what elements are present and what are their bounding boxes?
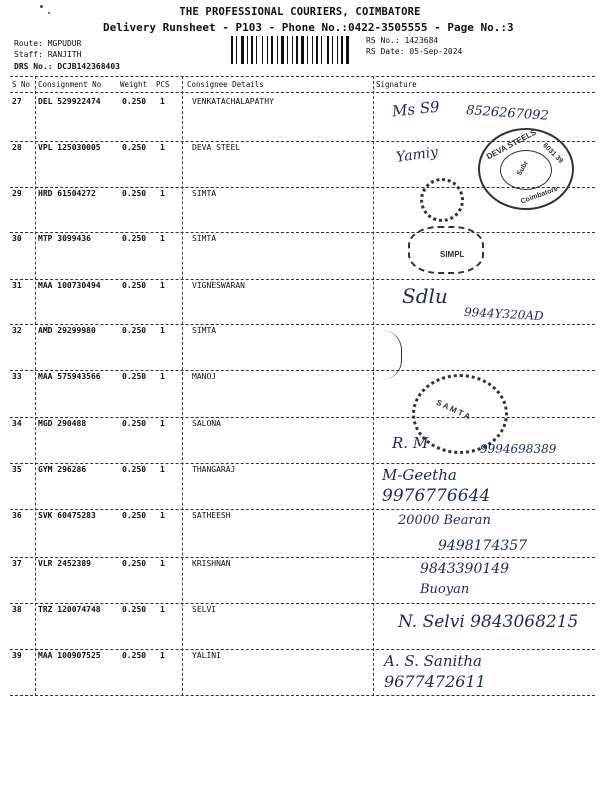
cell-sno: 36 [12, 511, 22, 520]
cell-consignment: SVK 60475283 [38, 511, 96, 520]
staff-label: Staff: RANJITH [14, 50, 82, 59]
barcode-image [231, 36, 351, 64]
cell-consignee: SIMTA [192, 234, 217, 243]
cell-consignee: SIMTA [192, 326, 217, 335]
col-consignment: Consignment No [38, 80, 102, 89]
cell-consignment: MAA 100730494 [38, 281, 101, 290]
cell-sno: 39 [12, 651, 22, 660]
signature-row-35: M-Geetha [382, 466, 457, 484]
barcode-bar [301, 36, 304, 64]
cell-consignee: SELVI [192, 605, 217, 614]
barcode-bar [256, 36, 257, 64]
cell-pcs: 1 [160, 465, 165, 474]
route-label: Route: MGPUDUR [14, 39, 82, 48]
company-title: THE PROFESSIONAL COURIERS, COIMBATORE [179, 6, 421, 18]
cell-consignee: SATHEESH [192, 511, 231, 520]
cell-consignment: MAA 575943566 [38, 372, 101, 381]
signature-row-34: R. M [392, 434, 429, 452]
simta-stamp [420, 178, 464, 222]
table-row [10, 650, 595, 696]
cell-sno: 31 [12, 281, 22, 290]
cell-pcs: 1 [160, 559, 165, 568]
barcode-bar [287, 36, 288, 64]
col-weight: Weight [120, 80, 148, 89]
phone-row-37: 9843390149 [420, 561, 510, 577]
scan-mark [40, 5, 43, 8]
stamp-text: SIMPL [440, 250, 465, 259]
phone-row-35: 9976776644 [382, 486, 491, 506]
signature-row-36: 20000 Bearan [398, 513, 491, 528]
phone-row-36: 9498174357 [438, 538, 528, 554]
signature-row-39: A. S. Sanitha [384, 652, 482, 670]
table-row [10, 233, 595, 279]
cell-weight: 0.250 [122, 419, 147, 428]
signature-row-27: Ms S9 [391, 97, 441, 121]
cell-pcs: 1 [160, 281, 165, 290]
phone-row-31: 9944Y320AD [463, 304, 544, 324]
cell-weight: 0.250 [122, 97, 147, 106]
barcode-bar [337, 36, 338, 64]
barcode-bar [241, 36, 244, 64]
phone-row-39: 9677472611 [384, 672, 486, 691]
col-consignee: Consignee Details [187, 80, 264, 89]
cell-sno: 29 [12, 189, 22, 198]
rs-number: RS No.: 1423684 [366, 36, 439, 45]
barcode-bar [251, 36, 253, 64]
cell-consignee: KRISHNAN [192, 559, 231, 568]
cell-consignment: MAA 100907525 [38, 651, 101, 660]
cell-weight: 0.250 [122, 651, 147, 660]
cell-weight: 0.250 [122, 605, 147, 614]
cell-pcs: 1 [160, 234, 165, 243]
drs-number: DRS No.: DCJB142368403 [14, 62, 120, 71]
row-divider [10, 695, 595, 696]
cell-consignee: SIMTA [192, 189, 217, 198]
cell-consignment: TRZ 120074748 [38, 605, 101, 614]
cell-sno: 38 [12, 605, 22, 614]
signature-row-31: Sdlu [402, 284, 448, 308]
cell-consignment: GYM 296286 [38, 465, 87, 474]
cell-weight: 0.250 [122, 281, 147, 290]
scan-mark [48, 12, 50, 14]
barcode-bar [231, 36, 233, 64]
cell-weight: 0.250 [122, 189, 147, 198]
col-pcs: PCS [156, 80, 170, 89]
barcode-bar [292, 36, 293, 64]
cell-sno: 34 [12, 419, 22, 428]
barcode-bar [327, 36, 329, 64]
cell-weight: 0.250 [122, 511, 147, 520]
cell-weight: 0.250 [122, 559, 147, 568]
cell-sno: 28 [12, 143, 22, 152]
cell-sno: 37 [12, 559, 22, 568]
stamp-text: DEVA STEELS [485, 127, 538, 162]
cell-sno: 33 [12, 372, 22, 381]
col-sno: S No [12, 80, 31, 89]
cell-pcs: 1 [160, 189, 165, 198]
stamp-text: S A M T A [434, 397, 472, 422]
cell-pcs: 1 [160, 511, 165, 520]
cell-weight: 0.250 [122, 465, 147, 474]
cell-consignee: MANOJ [192, 372, 217, 381]
cell-consignee: SALONA [192, 419, 221, 428]
barcode-bar [307, 36, 308, 64]
cell-consignee: YALINI [192, 651, 221, 660]
rs-date: RS Date: 05-Sep-2024 [366, 47, 463, 56]
cell-sno: 32 [12, 326, 22, 335]
stamp-text: Subr [515, 159, 530, 178]
cell-pcs: 1 [160, 605, 165, 614]
table-row [10, 325, 595, 371]
barcode-bar [321, 36, 322, 64]
barcode-bar [341, 36, 343, 64]
cell-sno: 27 [12, 97, 22, 106]
table-header-rule [10, 92, 595, 93]
cell-consignment: VLR 2452389 [38, 559, 91, 568]
cell-pcs: 1 [160, 419, 165, 428]
cell-consignment: AMD 29299980 [38, 326, 96, 335]
cell-weight: 0.250 [122, 143, 147, 152]
cell-pcs: 1 [160, 97, 165, 106]
stamp-text: Coimbatore [519, 185, 559, 206]
cell-consignment: HRD 61504272 [38, 189, 96, 198]
barcode-bar [346, 36, 349, 64]
table-row [10, 464, 595, 510]
cell-weight: 0.250 [122, 372, 147, 381]
table-row [10, 418, 595, 464]
cell-weight: 0.250 [122, 326, 147, 335]
cell-consignment: MTP 3099436 [38, 234, 91, 243]
signature-row-28: Yamiy [395, 144, 440, 166]
table-header [10, 78, 595, 92]
barcode-bar [281, 36, 284, 64]
signature-row-38: N. Selvi 9843068215 [398, 612, 579, 632]
barcode-bar [312, 36, 313, 64]
cell-sno: 35 [12, 465, 22, 474]
cell-pcs: 1 [160, 326, 165, 335]
phone-row-34: 9994698389 [480, 442, 557, 456]
barcode-bar [267, 36, 268, 64]
phone-row-27: 8526267092 [465, 103, 550, 124]
cell-consignee: DEVA STEEL [192, 143, 241, 152]
cell-sno: 30 [12, 234, 22, 243]
barcode-bar [316, 36, 318, 64]
col-signature: Signature [376, 80, 417, 89]
barcode-bar [271, 36, 273, 64]
barcode-bar [296, 36, 298, 64]
cell-consignee: VENKATACHALAPATHY [192, 97, 274, 106]
cell-weight: 0.250 [122, 234, 147, 243]
barcode-bar [332, 36, 333, 64]
cell-consignee: VIGNESWARAN [192, 281, 245, 290]
barcode-bar [236, 36, 237, 64]
barcode-bar [277, 36, 278, 64]
barcode-bar [247, 36, 248, 64]
cell-pcs: 1 [160, 143, 165, 152]
cell-consignee: THANGARAJ [192, 465, 236, 474]
cell-pcs: 1 [160, 372, 165, 381]
cell-consignment: VPL 125030005 [38, 143, 101, 152]
cell-consignment: MGD 290488 [38, 419, 87, 428]
barcode-bar [262, 36, 263, 64]
stamp-text: 6031 39 [541, 142, 565, 165]
runsheet-subtitle: Delivery Runsheet - P103 - Phone No.:0422-3505555 - Page No.:3 [103, 21, 514, 34]
table-top-rule [10, 76, 595, 77]
signature-row-37: Buoyan [420, 582, 470, 597]
cell-pcs: 1 [160, 651, 165, 660]
cell-consignment: DEL 529922474 [38, 97, 101, 106]
